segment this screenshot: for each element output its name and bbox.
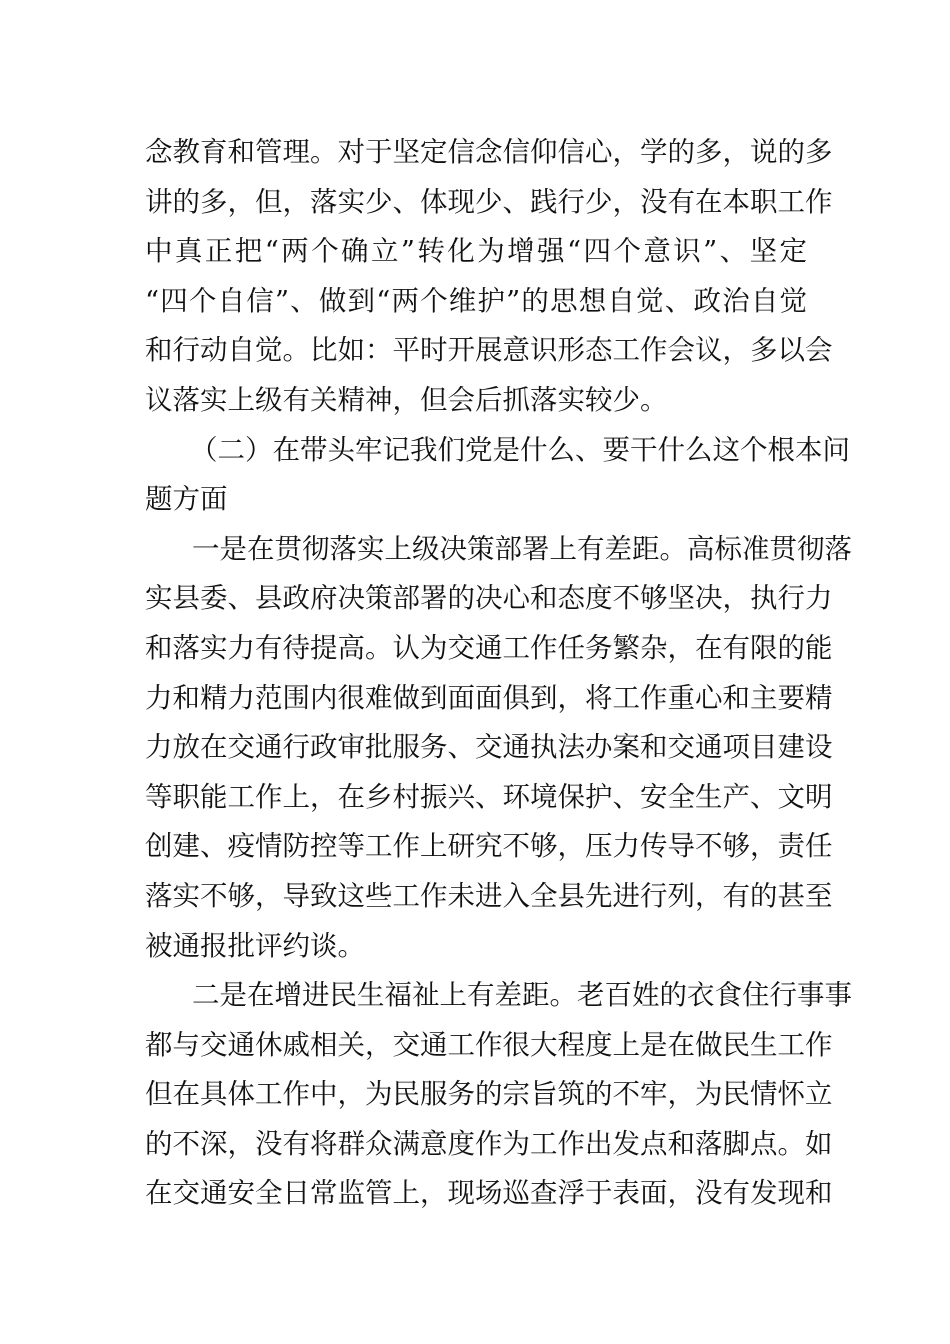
section-heading-line: 题方面 (145, 483, 228, 516)
text-line: 实县委、县政府决策部署的决心和态度不够坚决，执行力 (145, 582, 833, 615)
text-line: 落实不够，导致这些工作未进入全县先进行列，有的甚至 (145, 879, 833, 912)
text-line: 中真正把“两个确立”转化为增强“四个意识”、坚定 (145, 235, 807, 268)
text-line: 议落实上级有关精神，但会后抓落实较少。 (145, 383, 668, 416)
text-line: 创建、疫情防控等工作上研究不够，压力传导不够，责任 (145, 830, 833, 863)
text-line: 二是在增进民生福祉上有差距。老百姓的衣食住行事事 (192, 979, 852, 1012)
text-line: 都与交通休戚相关，交通工作很大程度上是在做民生工作 (145, 1028, 833, 1061)
paragraph-point-one (145, 525, 852, 971)
text-line: 等职能工作上，在乡村振兴、环境保护、安全生产、文明 (145, 780, 833, 813)
paragraph-continuation (145, 128, 833, 426)
text-line: 在交通安全日常监管上，现场巡查浮于表面，没有发现和 (145, 1177, 833, 1210)
text-line: 但在具体工作中，为民服务的宗旨筑的不牢，为民情怀立 (145, 1078, 833, 1111)
text-line: “四个自信”、做到“两个维护”的思想自觉、政治自觉 (145, 284, 807, 317)
section-heading-line: （二）在带头牢记我们党是什么、要干什么这个根本问 (190, 433, 850, 466)
text-line: 讲的多，但，落实少、体现少、践行少，没有在本职工作 (145, 185, 833, 218)
text-line: 力放在交通行政审批服务、交通执法办案和交通项目建设 (145, 731, 833, 764)
text-line: 和落实力有待提高。认为交通工作任务繁杂，在有限的能 (145, 631, 833, 664)
section-heading (145, 426, 850, 525)
text-line: 力和精力范围内很难做到面面俱到，将工作重心和主要精 (145, 681, 833, 714)
text-line: 和行动自觉。比如：平时开展意识形态工作会议，多以会 (145, 334, 833, 367)
document-body (145, 128, 852, 1219)
text-line: 念教育和管理。对于坚定信念信仰信心，学的多，说的多 (145, 136, 833, 168)
paragraph-point-two (145, 971, 852, 1219)
text-line: 被通报批评约谈。 (145, 929, 365, 962)
text-line: 一是在贯彻落实上级决策部署上有差距。高标准贯彻落 (192, 532, 852, 565)
text-line: 的不深，没有将群众满意度作为工作出发点和落脚点。如 (145, 1127, 833, 1160)
